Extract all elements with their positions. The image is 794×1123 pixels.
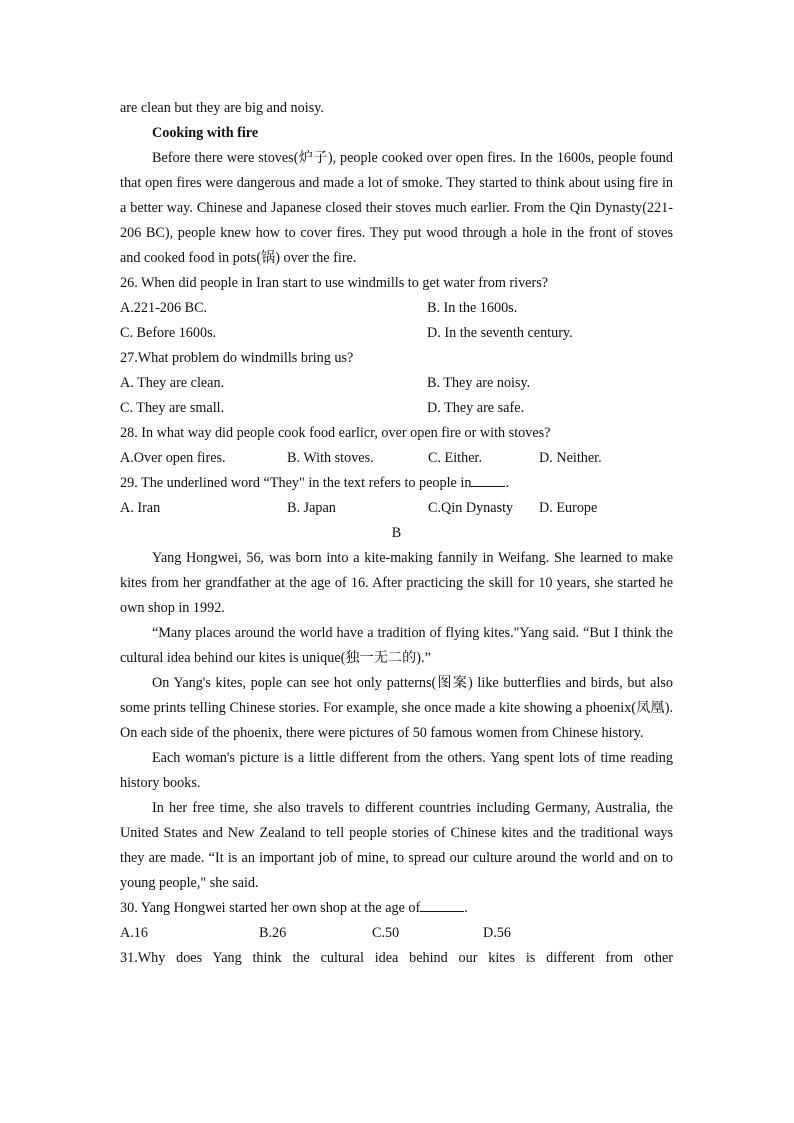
question-27-options-row-2 <box>120 396 673 421</box>
section-heading: Cooking with fire <box>152 125 259 141</box>
passage-b-paragraph-2: “Many places around the world have a tradition of flying kites."Yang said. “But I think the cultural idea behind our kites is unique(独一无二的).” <box>120 625 673 666</box>
option-28-c: C. Either. <box>428 450 482 466</box>
option-29-d: D. Europe <box>539 500 598 516</box>
option-26-d: D. In the seventh century. <box>427 325 573 341</box>
question-30-stem: 30. Yang Hongwei started her own shop at the age of <box>120 900 421 916</box>
question-27-options-row-1 <box>120 371 673 396</box>
question-30-options <box>120 921 673 946</box>
option-30-c: C.50 <box>372 925 400 941</box>
option-30-a: A.16 <box>120 925 148 941</box>
option-26-c: C. Before 1600s. <box>120 325 217 341</box>
option-27-d: D. They are safe. <box>427 400 525 416</box>
option-29-c: C.Qin Dynasty <box>428 500 514 516</box>
answer-blank <box>471 472 505 487</box>
question-26-options-row-1 <box>120 296 673 321</box>
option-26-a: A.221-206 BC. <box>120 300 208 316</box>
option-30-d: D.56 <box>483 925 511 941</box>
question-29-options <box>120 496 673 521</box>
option-27-c: C. They are small. <box>120 400 225 416</box>
fire-paragraph: Before there were stoves(炉子), people cooked over open fires. In the 1600s, people found that open fires were dangerous and made a lot of smoke. They started to think about using fire in a better way. Chinese and Japanese closed their stoves much earlier. From the Qin Dynasty(221-206 BC), people knew how to cover fires. They put wood through a hole in the front of stoves and cooked food in pots(锅) over the fire. <box>120 150 673 266</box>
passage-b-paragraph-5: In her free time, she also travels to different countries including Germany, Australia, the United States and New Zealand to tell people stories of Chinese kites and the traditional ways they are made. “It is an important job of mine, to spread our culture around the world and on to young people," she said. <box>120 800 673 891</box>
question-27-stem: 27.What problem do windmills bring us? <box>120 350 354 366</box>
exam-page <box>120 96 673 971</box>
question-28-stem: 28. In what way did people cook food earlicr, over open fire or with stoves? <box>120 425 551 441</box>
question-31-stem: 31.Why does Yang think the cultural idea behind our kites is different from other <box>120 950 673 966</box>
question-26-stem: 26. When did people in Iran start to use windmills to get water from rivers? <box>120 275 549 291</box>
question-29-stem: 29. The underlined word “They" in the text refers to people in <box>120 475 472 491</box>
question-30 <box>120 896 673 921</box>
question-28-options <box>120 446 673 471</box>
option-27-a: A. They are clean. <box>120 375 225 391</box>
answer-blank <box>420 897 464 912</box>
question-29 <box>120 471 673 496</box>
option-30-b: B.26 <box>259 925 287 941</box>
option-29-b: B. Japan <box>287 500 336 516</box>
passage-fragment: are clean but they are big and noisy. <box>120 100 324 116</box>
option-28-d: D. Neither. <box>539 450 602 466</box>
option-29-a: A. Iran <box>120 500 161 516</box>
question-29-end: . <box>505 475 509 491</box>
option-26-b: B. In the 1600s. <box>427 300 518 316</box>
passage-b-paragraph-4: Each woman's picture is a little different from the others. Yang spent lots of time reading history books. <box>120 750 673 791</box>
option-28-b: B. With stoves. <box>287 450 374 466</box>
passage-b-paragraph-1: Yang Hongwei, 56, was born into a kite-making fannily in Weifang. She learned to make kites from her grandfather at the age of 16. After practicing the skill for 10 years, she started he own shop in 1992. <box>120 550 673 616</box>
passage-b-paragraph-3: On Yang's kites, pople can see hot only patterns(图案) like butterflies and birds, but also some prints telling Chinese stories. For example, she once made a kite showing a phoenix(凤凰). On each side of the phoenix, there were pictures of 50 famous women from Chinese history. <box>120 675 673 741</box>
section-b-label: B <box>391 525 402 541</box>
question-30-end: . <box>464 900 468 916</box>
question-26-options-row-2 <box>120 321 673 346</box>
option-28-a: A.Over open fires. <box>120 450 226 466</box>
option-27-b: B. They are noisy. <box>427 375 531 391</box>
